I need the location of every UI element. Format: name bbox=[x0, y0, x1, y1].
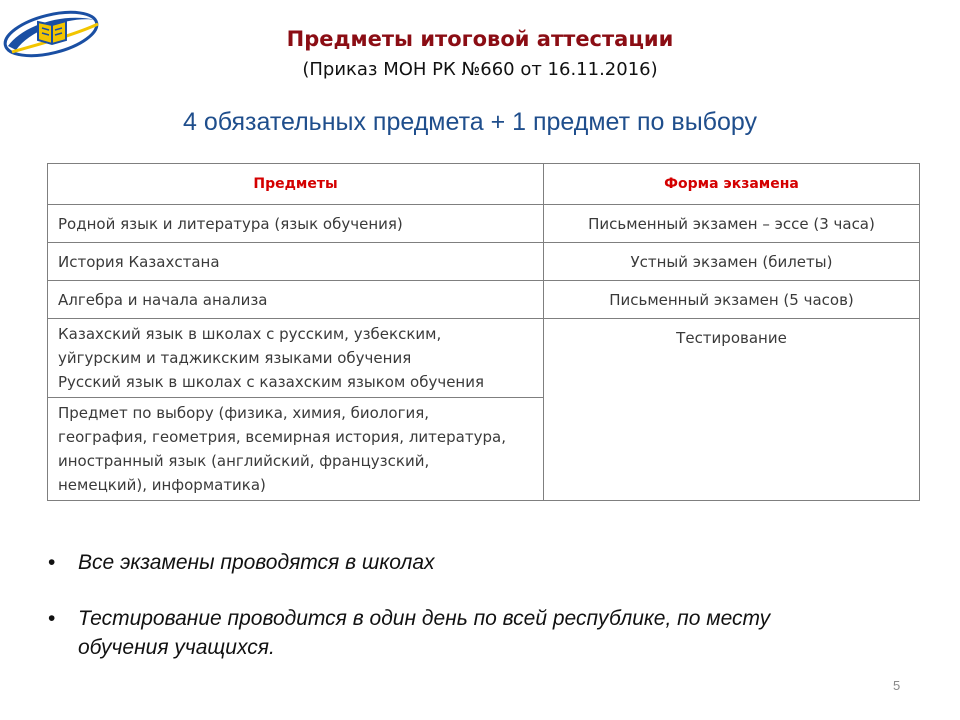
table-row bbox=[48, 243, 920, 281]
subject-cell: История Казахстана bbox=[48, 243, 544, 281]
subject-line: немецкий), информатика) bbox=[58, 476, 266, 494]
subject-cell: Алгебра и начала анализа bbox=[48, 281, 544, 319]
bullet-icon: • bbox=[48, 551, 56, 574]
table-row bbox=[48, 281, 920, 319]
notes-list bbox=[48, 548, 908, 662]
subject-line: иностранный язык (английский, французский, bbox=[58, 452, 430, 470]
note-text: Все экзамены проводятся в школах bbox=[78, 551, 435, 574]
header-exam-form: Форма экзамена bbox=[544, 164, 920, 205]
subject-line: география, геометрия, всемирная история, литература, bbox=[58, 428, 506, 446]
bullet-icon: • bbox=[48, 607, 56, 630]
note-text: Тестирование проводится в один день по всей республике, по месту bbox=[78, 607, 771, 630]
subject-cell: Родной язык и литература (язык обучения) bbox=[48, 205, 544, 243]
exam-form-cell: Тестирование bbox=[544, 319, 920, 501]
subject-cell bbox=[48, 398, 544, 501]
exam-form-cell: Письменный экзамен – эссе (3 часа) bbox=[544, 205, 920, 243]
note-text: обучения учащихся. bbox=[78, 636, 275, 659]
list-item bbox=[48, 604, 908, 662]
page-title: Предметы итоговой аттестации bbox=[286, 27, 674, 51]
subject-line: Предмет по выбору (физика, химия, биология, bbox=[58, 404, 430, 422]
exam-form-cell: Устный экзамен (билеты) bbox=[544, 243, 920, 281]
subject-line: Казахский язык в школах с русским, узбекским, bbox=[58, 325, 442, 343]
table-row bbox=[48, 205, 920, 243]
table-row bbox=[48, 319, 920, 398]
summary-heading: 4 обязательных предмета + 1 предмет по выбору bbox=[182, 108, 758, 136]
subject-line: Русский язык в школах с казахским языком обучения bbox=[58, 373, 484, 391]
table-header-row bbox=[48, 164, 920, 205]
header-subjects: Предметы bbox=[48, 164, 544, 205]
page-subtitle: (Приказ МОН РК №660 от 16.11.2016) bbox=[302, 59, 658, 80]
page-number: 5 bbox=[893, 678, 901, 693]
exam-form-cell: Письменный экзамен (5 часов) bbox=[544, 281, 920, 319]
exam-subjects-table bbox=[47, 163, 920, 501]
subject-line: уйгурским и таджикским языками обучения bbox=[58, 349, 412, 367]
list-item bbox=[48, 548, 908, 577]
subject-cell bbox=[48, 319, 544, 398]
